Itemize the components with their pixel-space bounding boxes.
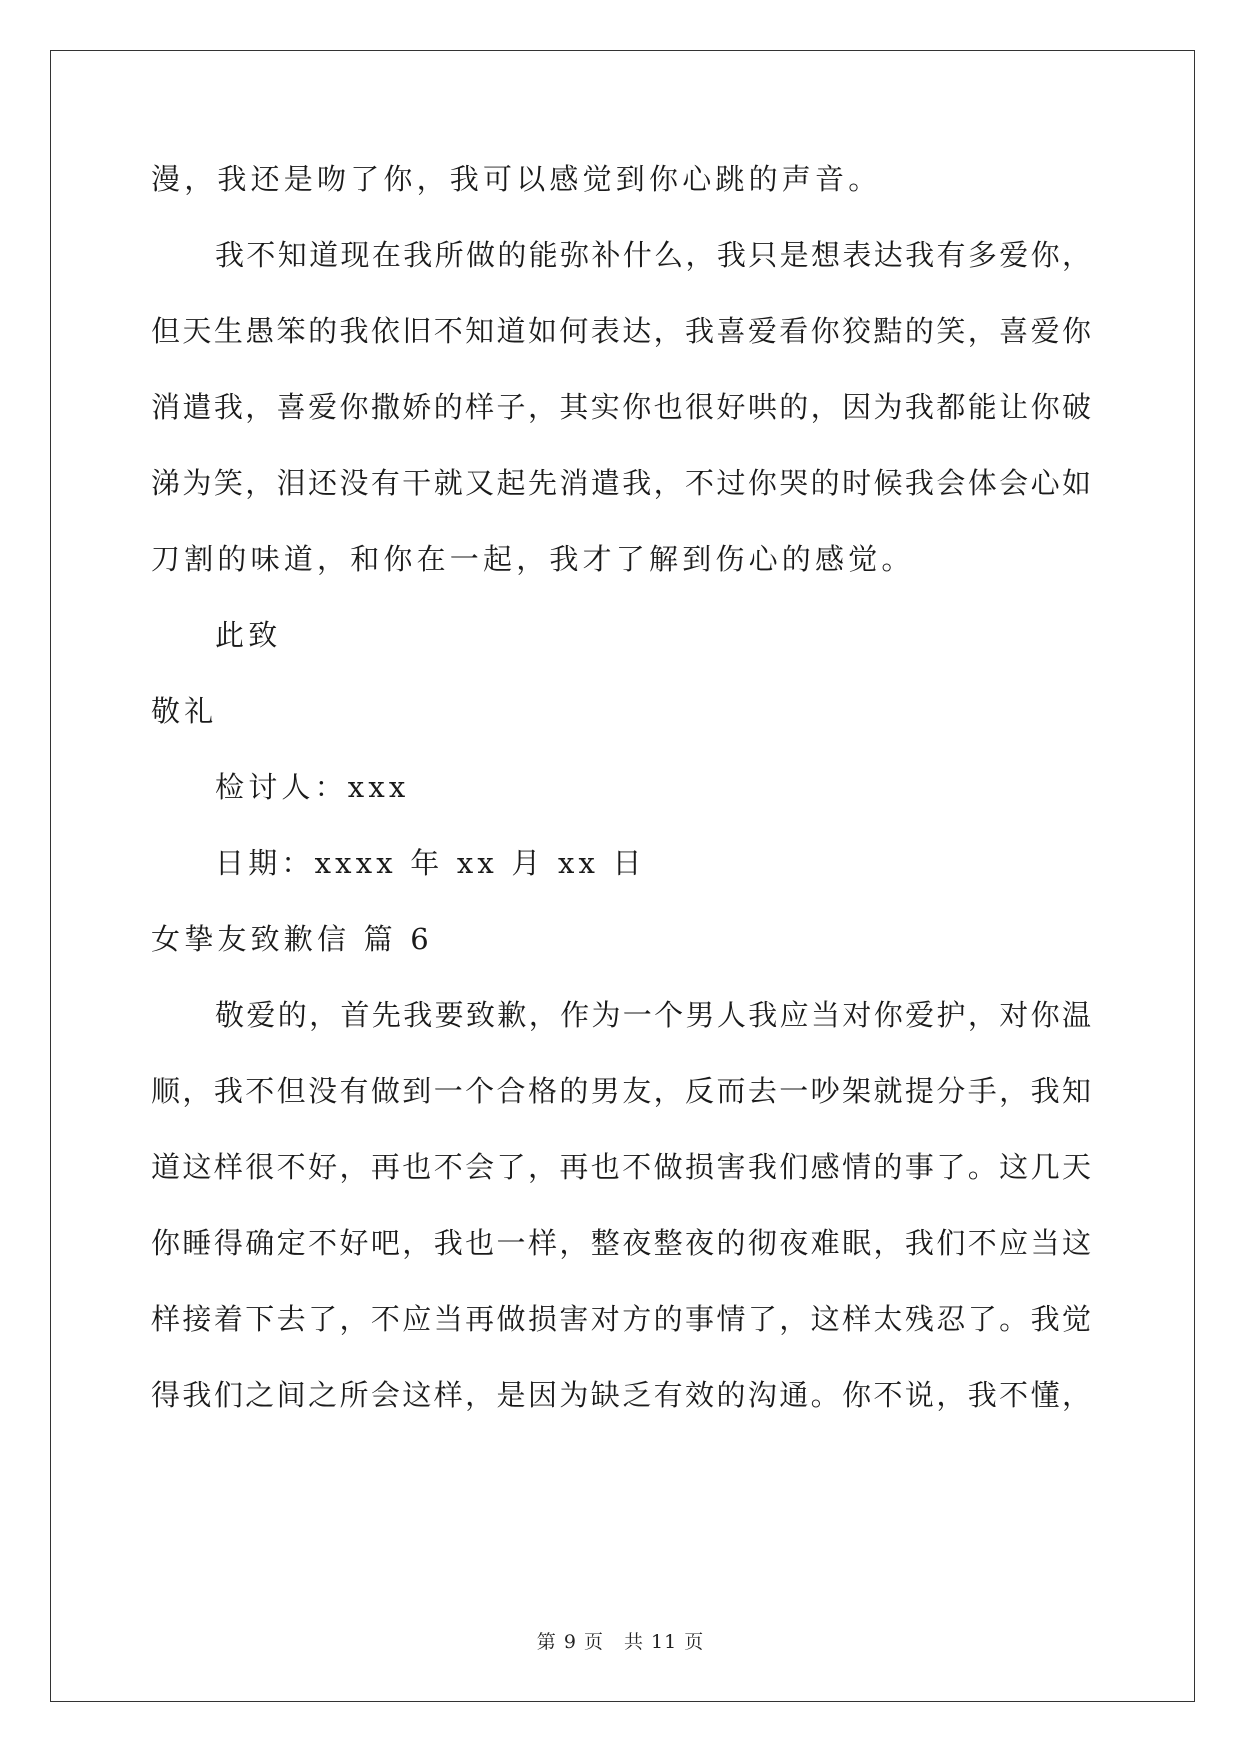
text-line: 敬爱的，首先我要致歉，作为一个男人我应当对你爱护，对你温 xyxy=(215,998,1091,1032)
section-heading: 女挚友致歉信 篇 6 xyxy=(151,922,433,956)
page-number-footer: 第 9 页 共 11 页 xyxy=(536,1631,705,1653)
text-line: 涕为笑，泪还没有干就又起先消遣我，不过你哭的时候我会体会心如 xyxy=(151,466,1091,500)
date-line: 日期：xxxx 年 xx 月 xx 日 xyxy=(215,846,646,880)
text-line: 样接着下去了，不应当再做损害对方的事情了，这样太残忍了。我觉 xyxy=(151,1302,1091,1336)
closing-regards: 敬礼 xyxy=(151,694,218,728)
text-line: 你睡得确定不好吧，我也一样，整夜整夜的彻夜难眠，我们不应当这 xyxy=(151,1226,1091,1260)
text-line: 我不知道现在我所做的能弥补什么，我只是想表达我有多爱你， xyxy=(215,238,1091,272)
document-body xyxy=(151,162,1091,1457)
text-line: 但天生愚笨的我依旧不知道如何表达，我喜爱看你狡黠的笑，喜爱你 xyxy=(151,314,1091,348)
text-line: 得我们之间之所会这样，是因为缺乏有效的沟通。你不说，我不懂， xyxy=(151,1378,1091,1412)
closing-salutation: 此致 xyxy=(215,618,282,652)
text-line: 漫，我还是吻了你，我可以感觉到你心跳的声音。 xyxy=(151,162,882,196)
text-line: 刀割的味道，和你在一起，我才了解到伤心的感觉。 xyxy=(151,542,915,576)
text-line: 道这样很不好，再也不会了，再也不做损害我们感情的事了。这几天 xyxy=(151,1150,1091,1184)
signature-line: 检讨人：xxx xyxy=(215,770,410,804)
text-line: 顺，我不但没有做到一个合格的男友，反而去一吵架就提分手，我知 xyxy=(151,1074,1091,1108)
text-line: 消遣我，喜爱你撒娇的样子，其实你也很好哄的，因为我都能让你破 xyxy=(151,390,1091,424)
